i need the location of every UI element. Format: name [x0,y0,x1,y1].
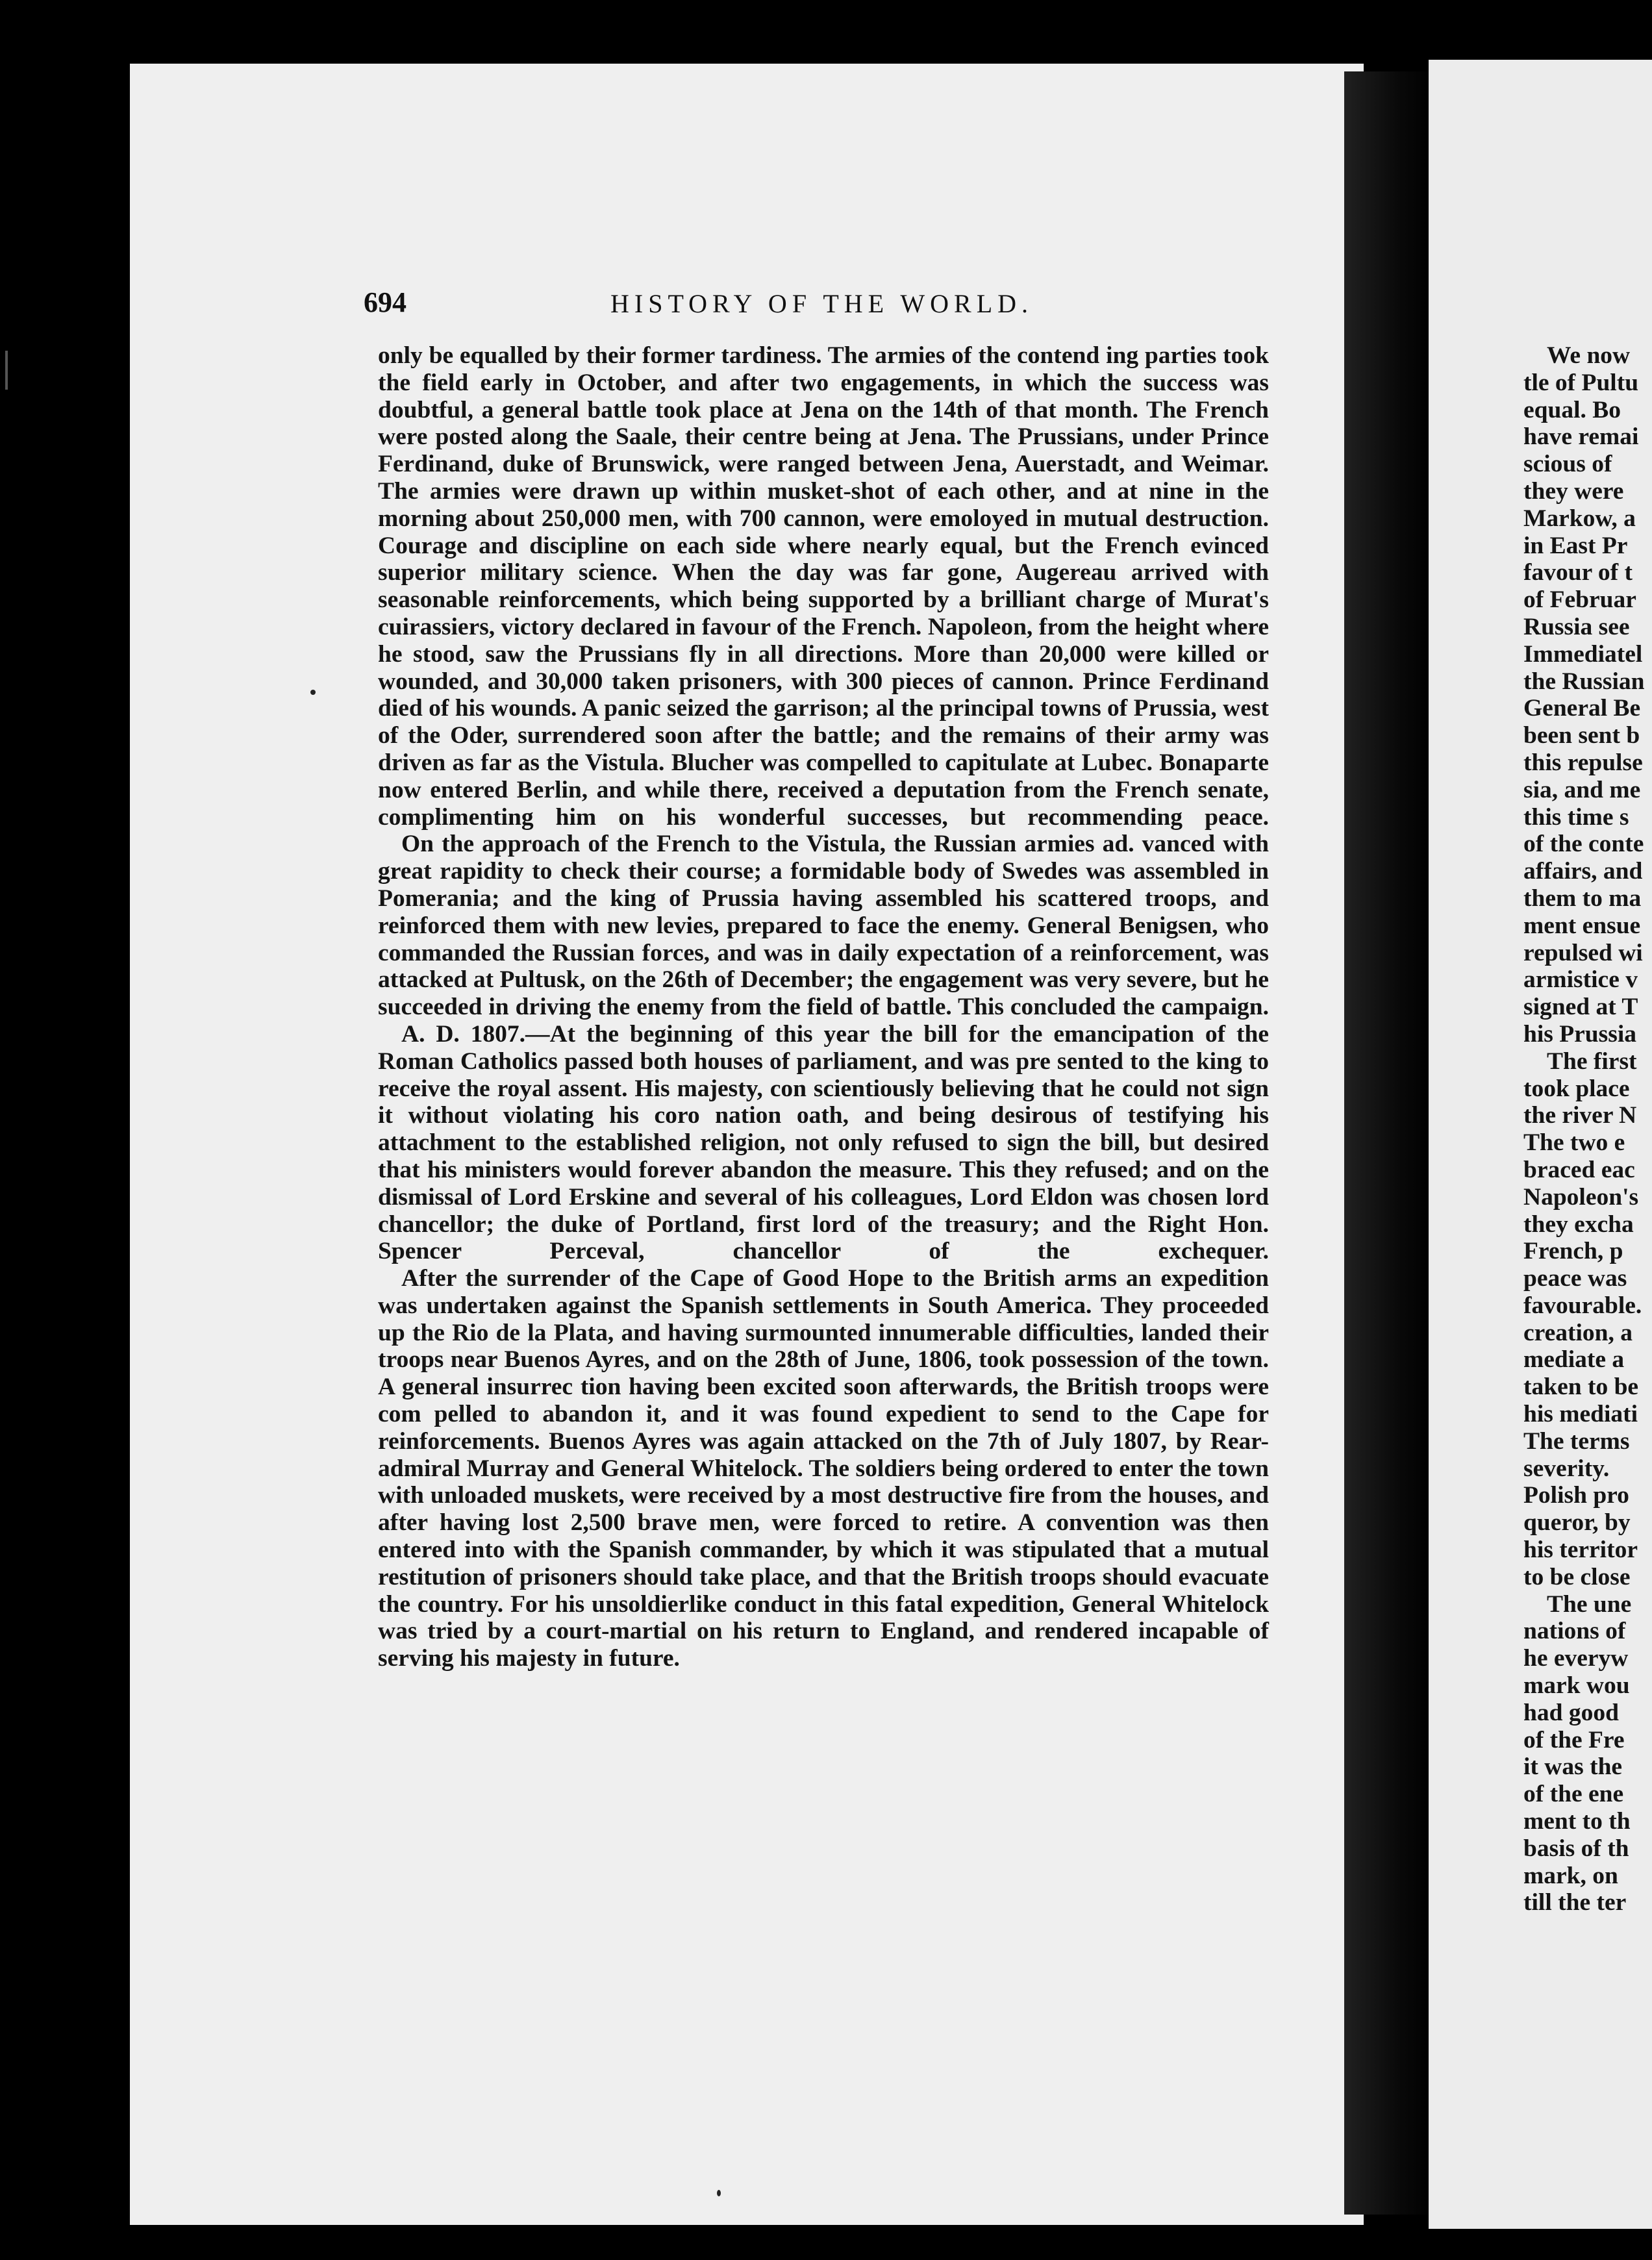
margin-speck [310,690,316,695]
text-fragment-line: his mediati [1523,1401,1638,1428]
paragraph: After the surrender of the Cape of Good Hope to the British arms an expedition was undertaken against the Spanish settlements in South America. They proceeded up the Rio de la Plata, and having surmounted innumerable difficulties, landed their troops near Buenos Ayres, and on the 28th of June, 1806, took possession of the town. A general insurrec tion having been excited soon afterwards, the British troops were com pelled to abandon it, and it was found expedient to send to the Cape for reinforcements. Buenos Ayres was again attacked on the 7th of July 1807, by Rear-admiral Murray and General Whitelock. The soldiers being ordered to enter the town with unloaded muskets, were received by a most destructive fire from the houses, and after having lost 2,500 brave men, were forced to retire. A convention was then entered into with the Spanish commander, by which it was stipulated that a mutual restitution of prisoners should take place, and that the British troops should evacuate the country. For his unsoldierlike conduct in this fatal expedition, General Whitelock was tried by a court-martial on his return to England, and rendered incapable of serving his majesty in future. [378,1265,1269,1672]
text-fragment-line: nations of [1523,1618,1626,1645]
text-fragment-line: The une [1547,1590,1632,1618]
text-fragment-line: creation, a [1523,1319,1633,1346]
text-fragment-line: repulsed wi [1523,939,1643,966]
text-fragment-line: The terms [1523,1427,1630,1455]
text-fragment-line: peace was [1523,1265,1627,1292]
text-fragment-line: sia, and me [1523,776,1641,803]
paragraph: A. D. 1807.—At the beginning of this year the bill for the emancipation of the Roman Catholics passed both houses of parliament, and was pre sented to the king to receive the royal assent. His majesty, con scientiously believing that he could not sign it without violating his coro nation oath, and being desirous of testifying his attachment to the established religion, not only refused to sign the bill, but desired that his ministers would forever abandon the measure. This they refused; and on the dismissal of Lord Erskine and several of his colleagues, Lord Eldon was chosen lord chancellor; the duke of Portland, first lord of the treasury; and the Right Hon. Spencer Perceval, chancellor of the exchequer. [378,1020,1269,1265]
left-column-text [378,342,1269,1672]
page-header [364,286,1286,325]
text-fragment-line: equal. Bo [1523,396,1621,423]
text-fragment-line: queror, by [1523,1509,1631,1537]
text-fragment-line: the Russian [1523,668,1645,695]
text-fragment-line: this repulse [1523,749,1643,776]
text-fragment-line: of Februar [1523,586,1636,614]
text-fragment-line: mark, on [1523,1862,1618,1889]
text-fragment-line: Polish pro [1523,1482,1629,1509]
text-fragment-line: ment ensue [1523,912,1641,939]
book-gutter [1344,71,1435,2215]
text-fragment-line: mark wou [1523,1672,1630,1700]
text-fragment-line: ment to th [1523,1808,1631,1835]
right-column-fragments [1523,342,1652,1916]
text-fragment-line: in East Pr [1523,532,1628,559]
text-fragment-line: to be close [1523,1563,1631,1590]
text-fragment-line: had good [1523,1699,1619,1726]
text-fragment-line: they were [1523,477,1624,505]
text-fragment-line: Napoleon's [1523,1183,1639,1211]
text-fragment-line: Markow, a [1523,505,1636,532]
text-fragment-line: mediate a [1523,1346,1625,1374]
text-fragment-line: been sent b [1523,722,1640,749]
text-fragment-line: The first [1547,1048,1637,1075]
text-fragment-line: favourable. [1523,1292,1642,1319]
text-fragment-line: favour of t [1523,559,1633,586]
text-fragment-line: General Be [1523,695,1641,722]
text-fragment-line: signed at T [1523,994,1638,1021]
text-fragment-line: of the Fre [1523,1726,1625,1753]
running-head: HISTORY OF THE WORLD. [610,289,1034,318]
text-fragment-line: French, p [1523,1238,1623,1265]
scan-edge-mark [5,351,8,390]
text-fragment-line: have remai [1523,423,1639,451]
text-fragment-line: severity. [1523,1455,1610,1482]
text-fragment-line: Russia see [1523,613,1630,640]
text-fragment-line: tle of Pultu [1523,369,1639,396]
paragraph: only be equalled by their former tardiness. The armies of the contend ing parties took the field early in October, and after two engagements, in which the success was doubtful, a general battle took place at Jena on the 14th of that month. The French were posted along the Saale, their centre being at Jena. The Prussians, under Prince Ferdinand, duke of Brunswick, were ranged between Jena, Auerstadt, and Weimar. The armies were drawn up within musket-shot of each other, and at nine in the morning about 250,000 men, with 700 cannon, were emoloyed in mutual destruction. Courage and discipline on each side where nearly equal, but the French evinced superior military science. When the day was far gone, Augereau arrived with seasonable reinforcements, which being supported by a brilliant charge of Murat's cuirassiers, victory declared in favour of the French. Napoleon, from the height where he stood, saw the Prussians fly in all directions. More than 20,000 were killed or wounded, and 30,000 taken prisoners, with 300 pieces of cannon. Prince Ferdinand died of his wounds. A panic seized the garrison; al the principal towns of Prussia, west of the Oder, surrendered soon after the battle; and the remains of their army was driven as far as the Vistula. Blucher was compelled to capitulate at Lubec. Bonaparte now entered Berlin, and while there, received a deputation from the French senate, complimenting him on his wonderful successes, but recommending peace. [378,342,1269,831]
margin-speck [717,2190,721,2196]
text-fragment-line: till the ter [1523,1889,1627,1916]
text-fragment-line: he everyw [1523,1645,1629,1672]
text-fragment-line: scious of [1523,451,1612,478]
text-fragment-line: it was the [1523,1753,1623,1781]
text-fragment-line: they excha [1523,1211,1634,1238]
text-fragment-line: his Prussia [1523,1020,1637,1048]
page-number: 694 [364,286,407,318]
text-fragment-line: the river N [1523,1102,1637,1129]
text-fragment-line: The two e [1523,1129,1625,1157]
text-fragment-line: this time s [1523,803,1629,831]
text-fragment-line: them to ma [1523,885,1642,912]
text-fragment-line: took place [1523,1075,1630,1102]
text-fragment-line: taken to be [1523,1374,1639,1401]
text-fragment-line: his territor [1523,1537,1638,1564]
text-fragment-line: basis of th [1523,1835,1629,1862]
text-fragment-line: of the conte [1523,831,1644,858]
text-fragment-line: armistice v [1523,966,1638,994]
text-fragment-line: of the ene [1523,1781,1624,1808]
text-fragment-line: affairs, and [1523,858,1643,885]
text-fragment-line: We now [1547,342,1631,369]
paragraph: On the approach of the French to the Vistula, the Russian armies ad. vanced with great rapidity to check their course; a formidable body of Swedes was assembled in Pomerania; and the king of Prussia having assembled his scattered troops, and reinforced them with new levies, prepared to face the enemy. General Benigsen, who commanded the Russian forces, and was in daily expectation of a reinforcement, was attacked at Pultusk, on the 26th of December; the engagement was very severe, but he succeeded in driving the enemy from the field of battle. This concluded the campaign. [378,831,1270,1021]
text-fragment-line: braced eac [1523,1156,1635,1183]
text-fragment-line: Immediatel [1523,640,1643,668]
